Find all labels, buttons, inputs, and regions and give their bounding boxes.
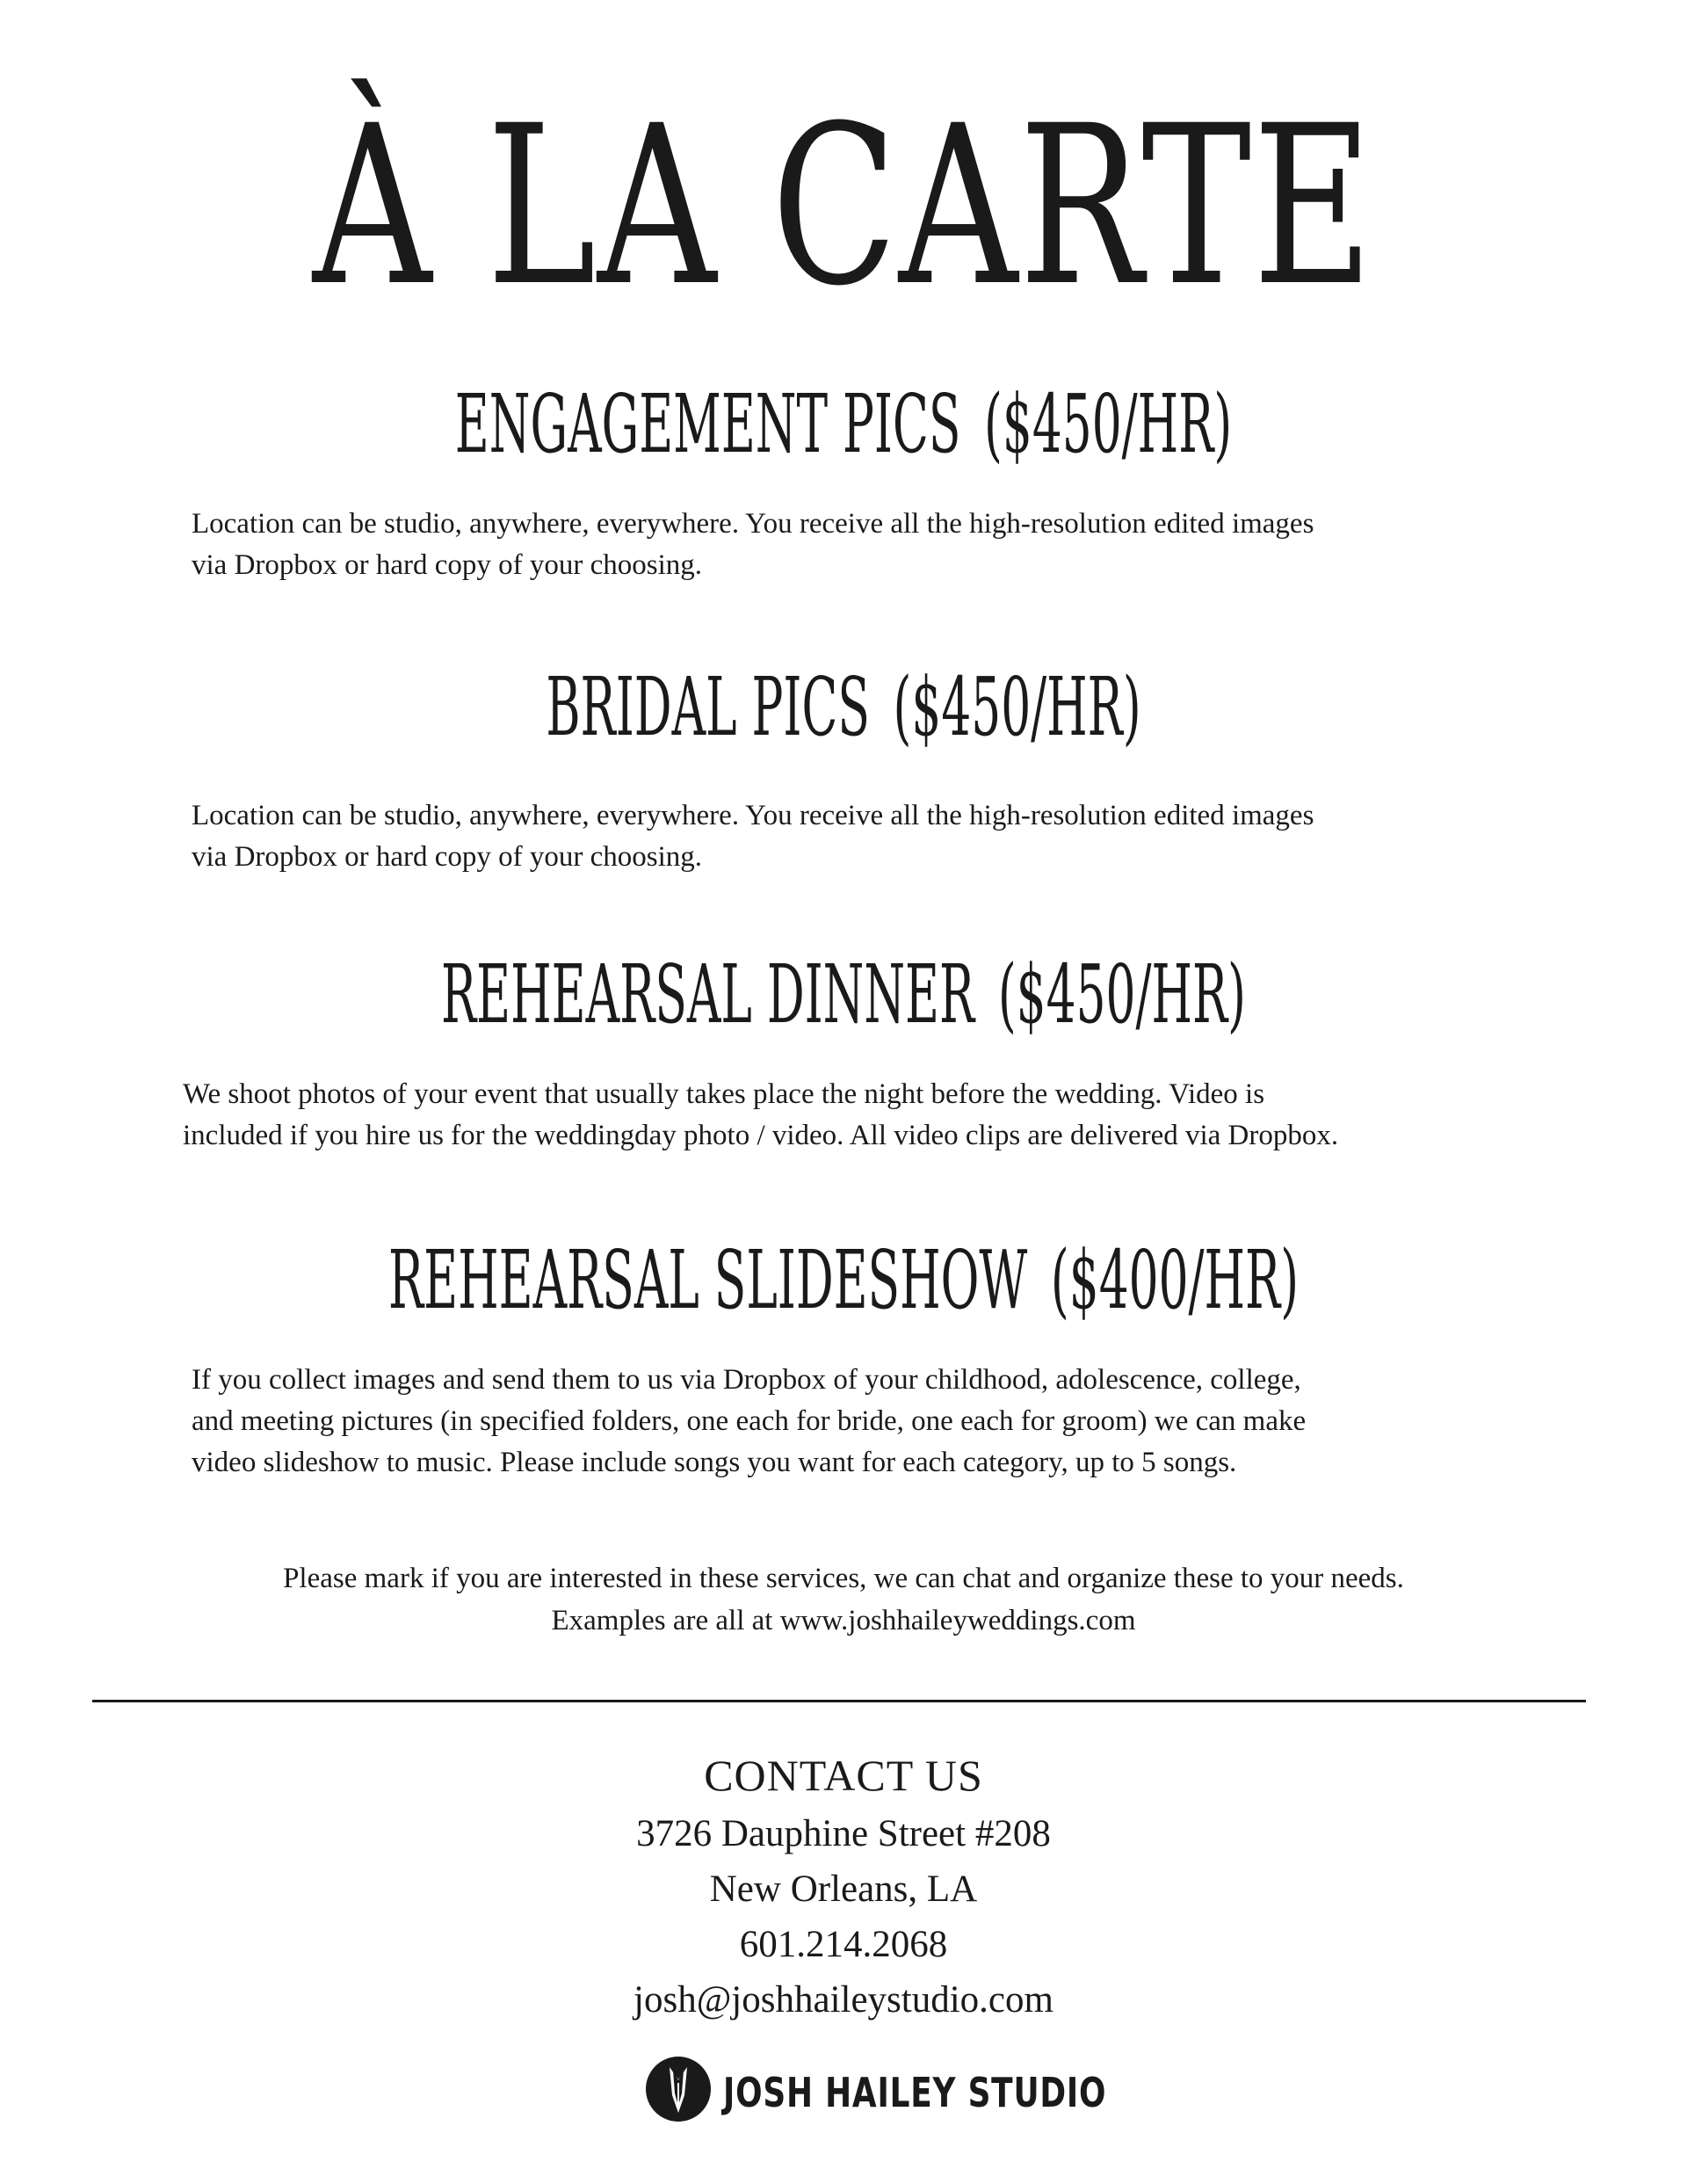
section-price: ($400/HR) bbox=[1050, 1233, 1300, 1327]
divider bbox=[92, 1700, 1586, 1702]
description-line: via Dropbox or hard copy of your choosing. bbox=[192, 841, 703, 873]
section-description-bridal bbox=[192, 795, 1314, 878]
brand-name: JOSH HAILEY STUDIO bbox=[723, 2069, 1107, 2116]
section-heading-rehearsal-slideshow bbox=[354, 1232, 1333, 1329]
description-line: via Dropbox or hard copy of your choosing. bbox=[192, 549, 703, 581]
section-description-rehearsal-slideshow bbox=[192, 1360, 1306, 1484]
section-price: ($450/HR) bbox=[984, 377, 1233, 471]
section-name: BRIDAL PICS bbox=[546, 660, 870, 754]
description-line: included if you hire us for the weddingday photo / video. All video clips are delivered via Dropbox. bbox=[183, 1120, 1339, 1151]
description-line: We shoot photos of your event that usually takes place the night before the wedding. Video is bbox=[183, 1078, 1265, 1110]
bowtie-pen-nib-logo-icon bbox=[646, 2057, 711, 2122]
contact-block bbox=[0, 1745, 1687, 2028]
description-line: and meeting pictures (in specified folders, one each for bride, one each for groom) we can make bbox=[192, 1405, 1307, 1437]
brand-logo bbox=[646, 2057, 1107, 2127]
note-line: Please mark if you are interested in these services, we can chat and organize these to your needs. bbox=[283, 1563, 1404, 1594]
section-heading-bridal bbox=[354, 659, 1333, 756]
contact-phone: 601.214.2068 bbox=[739, 1924, 948, 1965]
section-description-engagement bbox=[192, 504, 1314, 586]
section-name: REHEARSAL DINNER bbox=[441, 947, 975, 1041]
description-line: If you collect images and send them to us via Dropbox of your childhood, adolescence, college, bbox=[192, 1364, 1301, 1396]
contact-city: New Orleans, LA bbox=[709, 1868, 978, 1910]
description-line: Location can be studio, anywhere, everywhere. You receive all the high-resolution edited images bbox=[192, 800, 1314, 831]
section-price: ($450/HR) bbox=[997, 947, 1246, 1041]
note-website-line: Examples are all at www.joshhaileyweddings.com bbox=[551, 1605, 1136, 1636]
description-line: Location can be studio, anywhere, everywhere. You receive all the high-resolution edited images bbox=[192, 508, 1314, 540]
contact-email: josh@joshhaileystudio.com bbox=[634, 1979, 1053, 2021]
interest-note bbox=[0, 1557, 1687, 1642]
section-heading-rehearsal-dinner bbox=[354, 947, 1333, 1043]
section-name: REHEARSAL SLIDESHOW bbox=[387, 1233, 1028, 1327]
section-name: ENGAGEMENT PICS bbox=[454, 377, 961, 471]
contact-address: 3726 Dauphine Street #208 bbox=[636, 1813, 1051, 1854]
section-description-rehearsal-dinner bbox=[183, 1074, 1338, 1157]
page-title: À LA CARTE bbox=[312, 78, 1375, 334]
description-line: video slideshow to music. Please include songs you want for each category, up to 5 songs. bbox=[192, 1447, 1237, 1478]
section-heading-engagement bbox=[354, 376, 1333, 473]
section-price: ($450/HR) bbox=[893, 660, 1141, 754]
contact-heading: CONTACT US bbox=[704, 1751, 983, 1800]
